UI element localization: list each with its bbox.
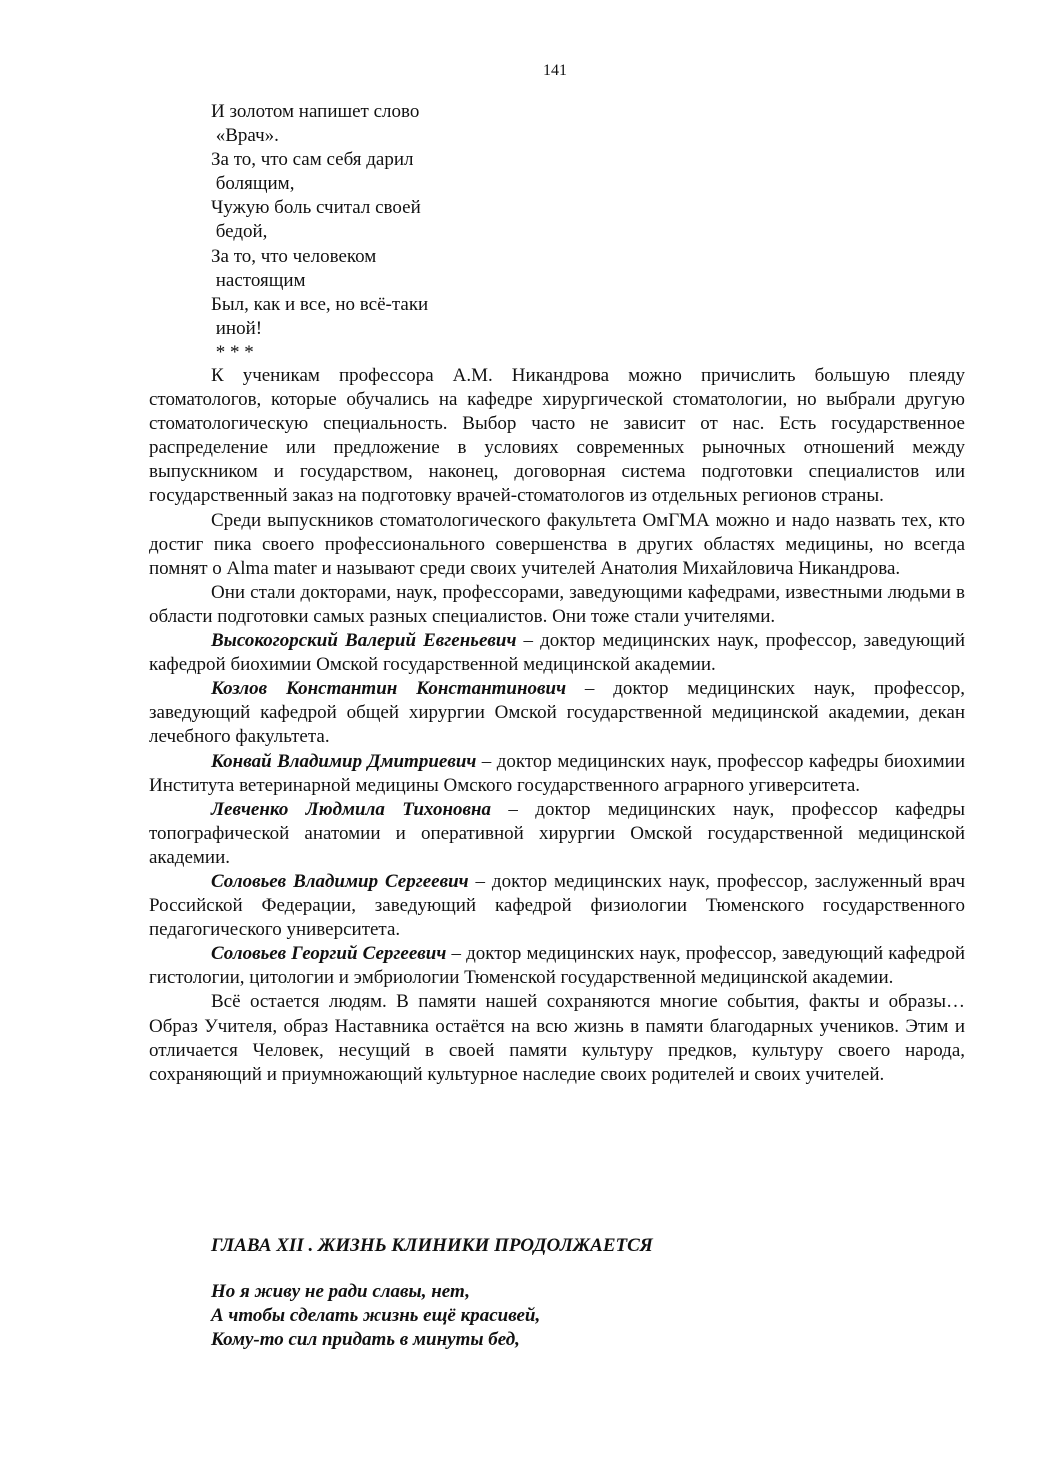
student-description: – доктор медицинских наук, профессор, заведующий кафедрой общей хирургии Омской государственной медицинской академии, декан лечебного факультета. (149, 678, 965, 748)
student-name: Левченко Людмила Тихоновна (211, 798, 492, 820)
epigraph-line: Кому-то сил придать в минуты бед, (211, 1329, 520, 1351)
student-description: – доктор медицинских наук, профессор, заведующий кафедрой гистологии, цитологии и эмбриологии Тюменской государственной медицинской академии. (149, 943, 966, 989)
epigraph-line: Но я живу не ради славы, нет, (211, 1281, 470, 1302)
chapter-title: ГЛАВА XII . ЖИЗНЬ КЛИНИКИ ПРОДОЛЖАЕТСЯ (211, 1235, 653, 1256)
main-text (149, 364, 965, 1087)
paragraph: Среди выпускников стоматологического факультета ОмГМА можно и надо назвать тех, кто достиг пика своего профессионального совершенства в других областях медицины, но всегда помнят о Alma mater и называют среди своих учителей Анатолия Михайловича Никандрова. (149, 509, 965, 579)
page-number: 141 (543, 62, 567, 79)
student-description: – доктор медицинских наук, профессор, заслуженный врач Российской Федерации, заведующий кафедрой физиологии Тюменского государственного педагогического университета. (149, 870, 965, 941)
student-entry (149, 677, 965, 749)
paragraph: Всё остается людям. В памяти нашей сохраняются многие события, факты и образы… Образ Учителя, образ Наставника остаётся на всю жизнь в памяти благодарных учеников. Этим и отличается Человек, несущий в своей памяти культуру предков, культуру своего народа, сохраняющий и приумножающий культурное наследие своих родителей и своих учителей. (149, 991, 965, 1085)
poem-line: иной! (211, 317, 263, 339)
student-name: Высокогорский Валерий Евгеньевич (211, 630, 517, 652)
student-entry (149, 750, 965, 798)
poem-line: бедой, (211, 221, 268, 243)
poem-line: «Врач». (211, 125, 279, 147)
poem-line: болящим, (211, 173, 295, 195)
poem-line: За то, что человеком (211, 245, 377, 267)
student-entry (149, 629, 965, 677)
epigraph-line: А чтобы сделать жизнь ещё красивей, (211, 1305, 541, 1327)
paragraph: К ученикам профессора А.М. Никандрова можно причислить большую плеяду стоматологов, которые обучались на кафедре хирургической стоматологии, но выбрали другую стоматологическую специальность. Выбор часто не зависит от нас. Есть государственное распределение или предложение в условиях современных рыночных отношений между выпускником и государством, наконец, договорная система подготовки специалистов или государственный заказ на подготовку врачей-стоматологов из отдельных регионов страны. (149, 365, 965, 507)
student-entry (149, 942, 965, 990)
poem-fragment (211, 100, 428, 365)
student-entry (149, 798, 965, 870)
student-name: Соловьев Владимир Сергеевич (211, 870, 469, 892)
student-description: – доктор медицинских наук, профессор кафедры биохимии Института ветеринарной медицины Омского государственного аграрного угиверситета. (149, 750, 966, 796)
epigraph (211, 1280, 540, 1352)
poem-line: И золотом напишет слово (211, 101, 420, 122)
student-description: – доктор медицинских наук, профессор кафедры топографической анатомии и оперативной хирургии Омской государственной медицинской академии. (149, 798, 965, 868)
paragraph: Они стали докторами, наук, профессорами, заведующими кафедрами, известными людьми в области подготовки самых разных специалистов. Они тоже стали учителями. (149, 581, 965, 627)
student-description: – доктор медицинских наук, профессор, заведующий кафедрой биохимии Омской государственной медицинской академии. (149, 630, 965, 676)
poem-line: настоящим (211, 269, 306, 291)
student-name: Соловьев Георгий Сергеевич (211, 943, 447, 965)
student-name: Конвай Владимир Дмитриевич (211, 750, 477, 772)
poem-line: За то, что сам себя дарил (211, 149, 414, 171)
section-separator: * * * (211, 341, 254, 363)
student-entry (149, 870, 965, 942)
poem-line: Был, как и все, но всё-таки (211, 293, 429, 315)
poem-line: Чужую боль считал своей (211, 197, 421, 219)
student-name: Козлов Константин Константинович (211, 678, 567, 700)
